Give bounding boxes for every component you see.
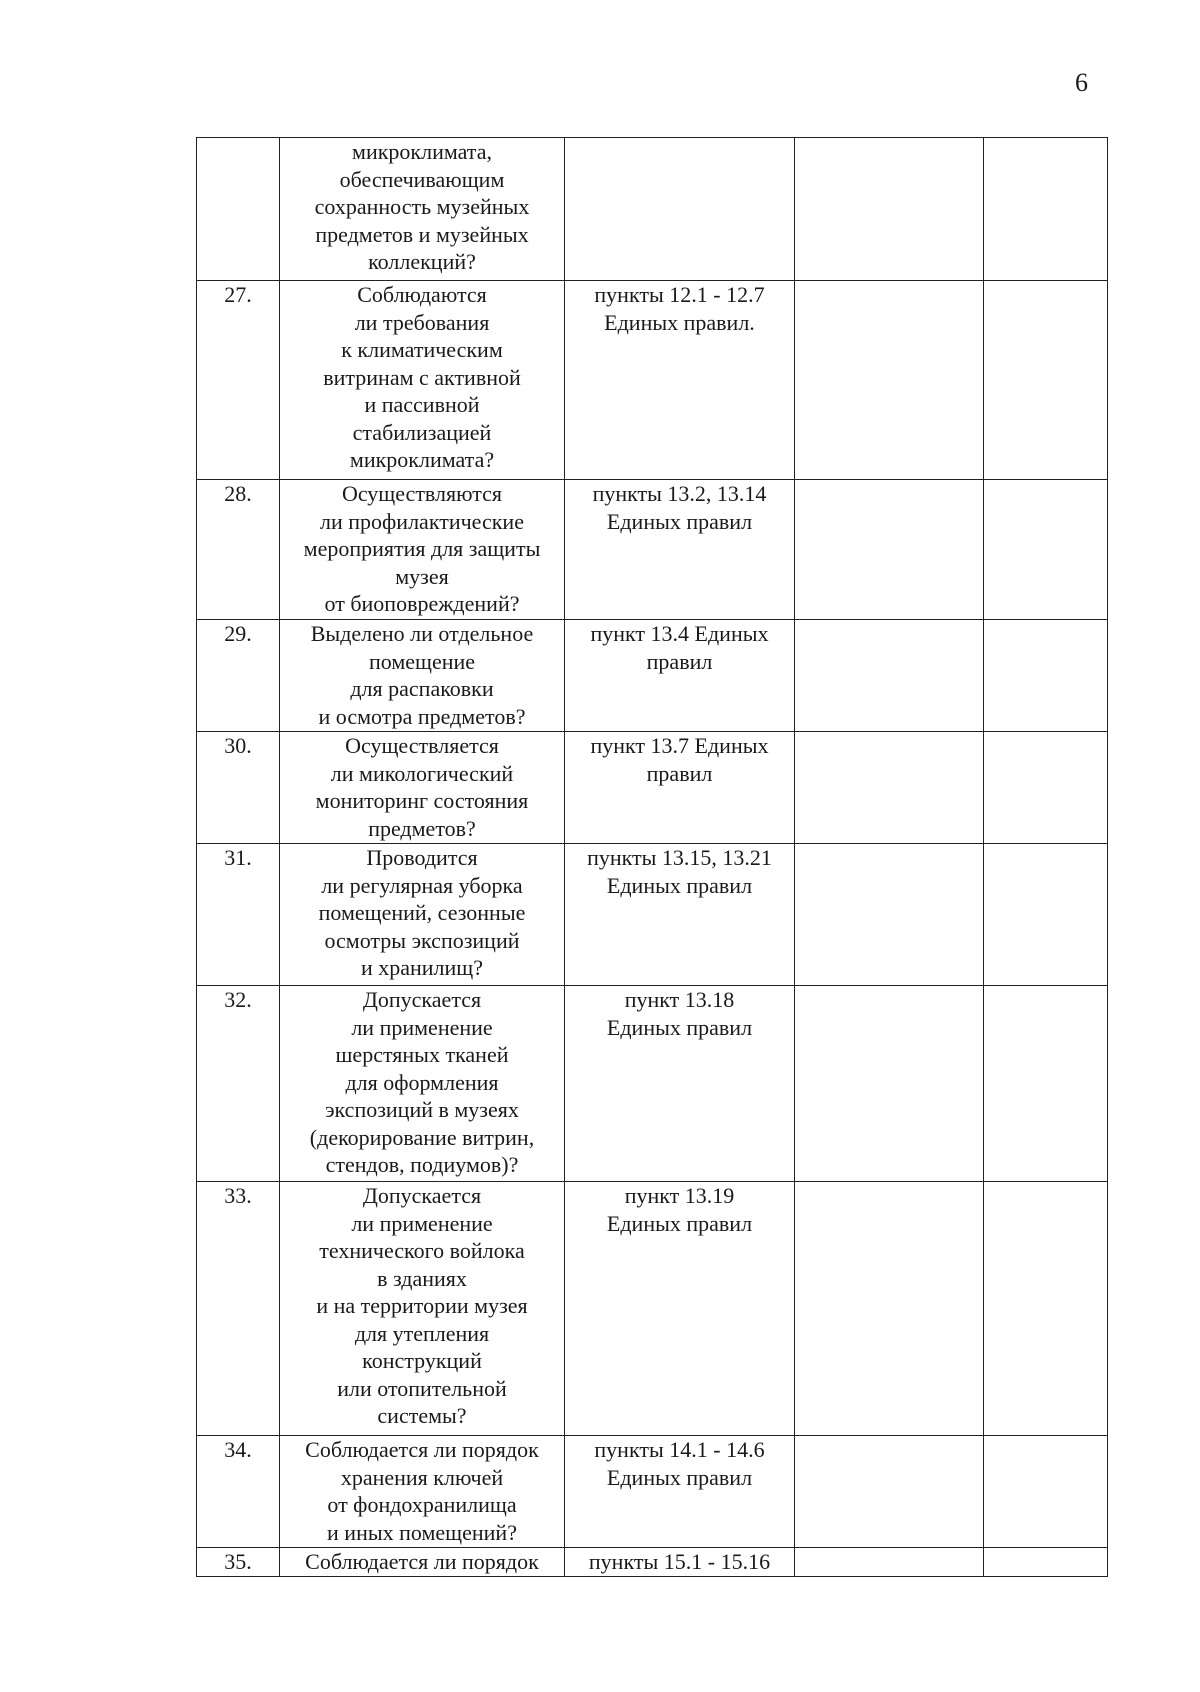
table-row: [197, 480, 1108, 620]
empty-cell: [795, 281, 984, 480]
empty-cell: [795, 1548, 984, 1577]
empty-cell: [984, 732, 1108, 844]
table-row: [197, 138, 1108, 281]
table-row: [197, 281, 1108, 480]
row-number: 28.: [197, 480, 280, 620]
question-cell: Осуществляется ли микологический мониторинг состояния предметов?: [280, 732, 565, 844]
row-number: [197, 138, 280, 281]
empty-cell: [795, 986, 984, 1182]
table-row: [197, 1548, 1108, 1577]
reference-cell: пункт 13.4 Единых правил: [565, 620, 795, 732]
reference-cell: пункты 13.15, 13.21 Единых правил: [565, 844, 795, 986]
reference-cell: пункты 12.1 - 12.7 Единых правил.: [565, 281, 795, 480]
table-row: [197, 986, 1108, 1182]
empty-cell: [984, 1548, 1108, 1577]
reference-cell: пункт 13.7 Единых правил: [565, 732, 795, 844]
row-number: 35.: [197, 1548, 280, 1577]
reference-cell: пункты 13.2, 13.14 Единых правил: [565, 480, 795, 620]
question-cell: Соблюдается ли порядок: [280, 1548, 565, 1577]
row-number: 29.: [197, 620, 280, 732]
row-number: 30.: [197, 732, 280, 844]
question-cell: микроклимата, обеспечивающим сохранность музейных предметов и музейных коллекций?: [280, 138, 565, 281]
empty-cell: [984, 986, 1108, 1182]
empty-cell: [984, 1182, 1108, 1436]
empty-cell: [984, 138, 1108, 281]
table-row: [197, 732, 1108, 844]
empty-cell: [795, 138, 984, 281]
table-row: [197, 1182, 1108, 1436]
question-cell: Проводится ли регулярная уборка помещений, сезонные осмотры экспозиций и хранилищ?: [280, 844, 565, 986]
table-row: [197, 844, 1108, 986]
empty-cell: [795, 732, 984, 844]
row-number: 32.: [197, 986, 280, 1182]
empty-cell: [984, 281, 1108, 480]
reference-cell: пункт 13.19 Единых правил: [565, 1182, 795, 1436]
row-number: 31.: [197, 844, 280, 986]
question-cell: Осуществляются ли профилактические мероприятия для защиты музея от биоповреждений?: [280, 480, 565, 620]
empty-cell: [984, 844, 1108, 986]
table-row: [197, 620, 1108, 732]
reference-cell: пункт 13.18 Единых правил: [565, 986, 795, 1182]
question-cell: Допускается ли применение технического войлока в зданиях и на территории музея для утепления конструкций или отопительной системы?: [280, 1182, 565, 1436]
row-number: 34.: [197, 1436, 280, 1548]
empty-cell: [795, 1436, 984, 1548]
question-cell: Соблюдается ли порядок хранения ключей от фондохранилища и иных помещений?: [280, 1436, 565, 1548]
empty-cell: [795, 1182, 984, 1436]
row-number: 33.: [197, 1182, 280, 1436]
question-cell: Допускается ли применение шерстяных тканей для оформления экспозиций в музеях (декорирование витрин, стендов, подиумов)?: [280, 986, 565, 1182]
table-row: [197, 1436, 1108, 1548]
row-number: 27.: [197, 281, 280, 480]
reference-cell: [565, 138, 795, 281]
page-number: 6: [1075, 68, 1088, 97]
reference-cell: пункты 15.1 - 15.16: [565, 1548, 795, 1577]
empty-cell: [795, 620, 984, 732]
reference-cell: пункты 14.1 - 14.6 Единых правил: [565, 1436, 795, 1548]
question-cell: Соблюдаются ли требования к климатическим витринам с активной и пассивной стабилизацией микроклимата?: [280, 281, 565, 480]
empty-cell: [795, 480, 984, 620]
empty-cell: [795, 844, 984, 986]
checklist-table: [196, 137, 1108, 1577]
empty-cell: [984, 620, 1108, 732]
empty-cell: [984, 480, 1108, 620]
empty-cell: [984, 1436, 1108, 1548]
question-cell: Выделено ли отдельное помещение для распаковки и осмотра предметов?: [280, 620, 565, 732]
